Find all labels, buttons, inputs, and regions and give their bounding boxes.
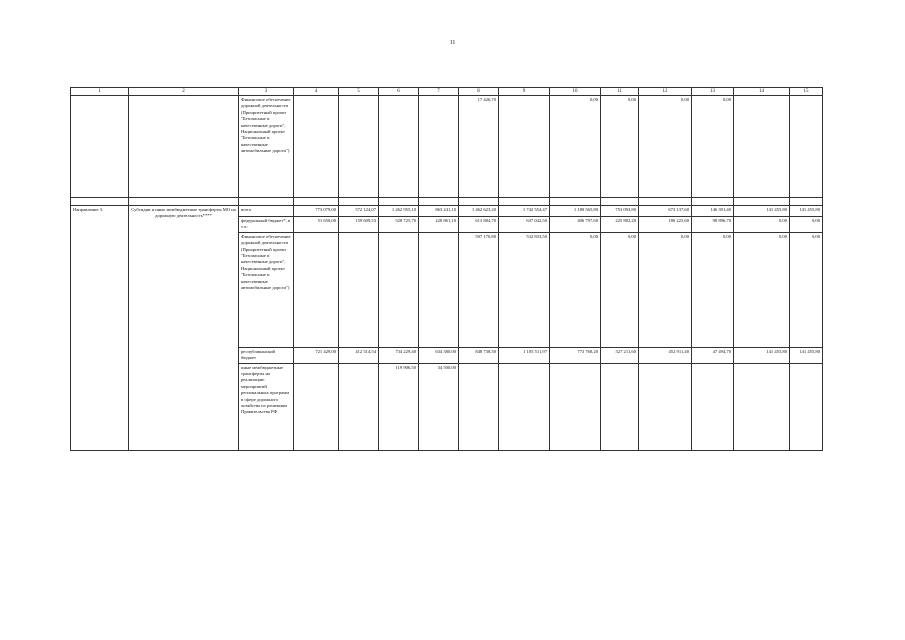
empty-cell	[71, 96, 129, 198]
value-cell: 146 391,40	[692, 206, 734, 217]
table-row	[71, 198, 823, 206]
column-header: 3	[239, 88, 294, 96]
value-cell: 721 429,00	[294, 347, 339, 363]
page-number: 11	[449, 40, 456, 46]
funding-source-cell: Финансовое обеспечение дорожной деятельности (Приоритетный проект "Безопасные и качественные дороги", Национальный проект "Безопасные и качественные автомобильные дороги")	[239, 96, 294, 198]
value-cell: 225 882,20	[601, 217, 639, 233]
value-cell: 141 455,80	[734, 347, 790, 363]
column-header: 5	[339, 88, 379, 96]
value-cell	[339, 96, 379, 198]
value-cell: 0,00	[692, 96, 734, 198]
empty-cell	[379, 198, 419, 206]
column-header: 6	[379, 88, 419, 96]
value-cell: 0,00	[550, 96, 601, 198]
value-cell	[790, 96, 823, 198]
empty-cell	[419, 198, 459, 206]
empty-cell	[71, 198, 129, 206]
value-cell: 412 514,54	[339, 347, 379, 363]
value-cell	[734, 96, 790, 198]
column-header: 11	[601, 88, 639, 96]
value-cell: 452 911,40	[639, 347, 692, 363]
value-cell	[692, 363, 734, 450]
empty-cell	[339, 198, 379, 206]
value-cell: 572 124,07	[339, 206, 379, 217]
value-cell	[379, 232, 419, 347]
value-cell	[639, 363, 692, 450]
value-cell: 1 742 554,47	[499, 206, 550, 217]
value-cell: 180 225,60	[639, 217, 692, 233]
value-cell: 1 262 955,10	[379, 206, 419, 217]
value-cell	[294, 232, 339, 347]
empty-cell	[499, 198, 550, 206]
value-cell	[419, 96, 459, 198]
value-cell: 0,00	[639, 96, 692, 198]
value-cell: 532 833,50	[499, 232, 550, 347]
value-cell: 0,00	[790, 217, 823, 233]
value-cell: 98 896,70	[692, 217, 734, 233]
column-header: 10	[550, 88, 601, 96]
value-cell: 0,00	[790, 232, 823, 347]
value-cell	[379, 96, 419, 198]
empty-cell	[734, 198, 790, 206]
value-cell: 673 137,60	[639, 206, 692, 217]
table-row	[71, 96, 823, 198]
value-cell: 0,00	[601, 232, 639, 347]
empty-cell	[459, 198, 499, 206]
value-cell	[790, 363, 823, 450]
column-header: 1	[71, 88, 129, 96]
value-cell: 141 455,80	[734, 206, 790, 217]
column-header: 13	[692, 88, 734, 96]
value-cell: 613 884,70	[459, 217, 499, 233]
value-cell: 228 861,10	[419, 217, 459, 233]
value-cell: 0,00	[639, 232, 692, 347]
value-cell	[499, 363, 550, 450]
budget-table	[70, 87, 823, 451]
empty-cell	[639, 198, 692, 206]
value-cell: 34 500,00	[419, 363, 459, 450]
column-header: 8	[459, 88, 499, 96]
value-cell: 0,00	[550, 232, 601, 347]
empty-cell	[550, 198, 601, 206]
value-cell: 528 725,70	[379, 217, 419, 233]
value-cell	[550, 363, 601, 450]
empty-cell	[129, 96, 239, 198]
value-cell: 0,00	[692, 232, 734, 347]
column-header: 15	[790, 88, 823, 96]
value-cell	[294, 363, 339, 450]
value-cell	[734, 363, 790, 450]
value-cell: 0,00	[734, 217, 790, 233]
direction-code-cell: Направление 3.	[71, 206, 129, 451]
value-cell: 141 455,80	[790, 206, 823, 217]
empty-cell	[692, 198, 734, 206]
table-row	[71, 206, 823, 217]
column-header: 14	[734, 88, 790, 96]
value-cell: 47 494,70	[692, 347, 734, 363]
value-cell: 1 180 565,80	[550, 206, 601, 217]
value-cell: 0,00	[734, 232, 790, 347]
value-cell	[499, 96, 550, 198]
value-cell: 863 241,10	[419, 206, 459, 217]
value-cell	[339, 363, 379, 450]
funding-source-cell: республиканский бюджет	[239, 347, 294, 363]
value-cell: 119 906,50	[379, 363, 419, 450]
value-cell: 406 797,60	[550, 217, 601, 233]
value-cell: 51 650,00	[294, 217, 339, 233]
funding-source-cell: всего	[239, 206, 294, 217]
value-cell: 527 211,60	[601, 347, 639, 363]
value-cell: 17 426,70	[459, 96, 499, 198]
column-header: 2	[129, 88, 239, 96]
empty-cell	[601, 198, 639, 206]
empty-cell	[129, 198, 239, 206]
value-cell: 848 738,50	[459, 347, 499, 363]
funding-source-cell: федеральный бюджет*, в т.ч.:	[239, 217, 294, 233]
value-cell: 141 455,80	[790, 347, 823, 363]
value-cell	[339, 232, 379, 347]
value-cell	[419, 232, 459, 347]
value-cell: 773 768,20	[550, 347, 601, 363]
direction-name-cell: Субсидии и иные межбюджетные трансферты МО на дорожную деятельность****	[129, 206, 239, 451]
empty-cell	[239, 198, 294, 206]
empty-cell	[790, 198, 823, 206]
value-cell: 637 042,50	[499, 217, 550, 233]
value-cell: 0,00	[601, 96, 639, 198]
value-cell: 773 079,00	[294, 206, 339, 217]
column-header: 7	[419, 88, 459, 96]
funding-source-cell: Финансовое обеспечение дорожной деятельности (Приоритетный проект "Безопасные и качественные дороги", Национальный проект "Безопасные и качественные автомобильные дороги")	[239, 232, 294, 347]
value-cell: 734 229,40	[379, 347, 419, 363]
value-cell: 1 462 623,20	[459, 206, 499, 217]
value-cell: 597 170,80	[459, 232, 499, 347]
value-cell: 634 380,00	[419, 347, 459, 363]
value-cell: 753 093,80	[601, 206, 639, 217]
empty-cell	[294, 198, 339, 206]
funding-source-cell: иные межбюджетные трансферты на реализацию мероприятий региональных программ в сфере дорожного хозяйства по решениям Правительства РФ	[239, 363, 294, 450]
column-header: 12	[639, 88, 692, 96]
value-cell: 159 609,53	[339, 217, 379, 233]
column-header: 9	[499, 88, 550, 96]
value-cell: 1 105 511,97	[499, 347, 550, 363]
header-row	[71, 88, 823, 96]
column-header: 4	[294, 88, 339, 96]
value-cell	[294, 96, 339, 198]
value-cell	[601, 363, 639, 450]
value-cell	[459, 363, 499, 450]
